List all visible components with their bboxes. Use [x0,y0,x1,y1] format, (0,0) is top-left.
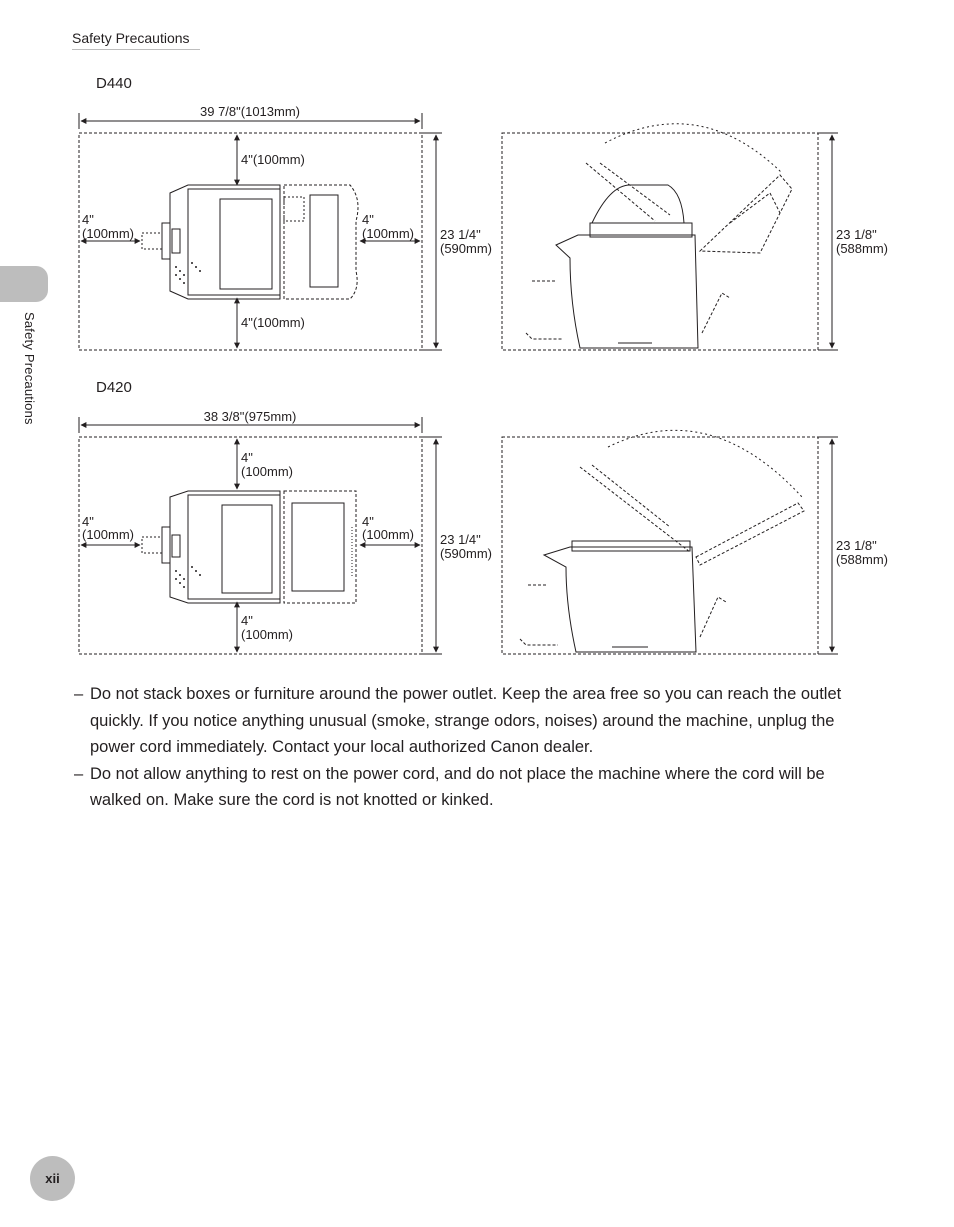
d440-left-clearance-in: 4" [82,212,94,227]
page-header [72,30,200,50]
bullet-dash: – [74,764,84,783]
d440-machine-top-view [142,185,358,299]
d420-machine-top-view [142,491,356,603]
d420-bottom-clearance-mm: (100mm) [241,627,294,642]
d420-left-clearance-in: 4" [82,514,94,529]
d440-depth-mm: (590mm) [440,241,493,256]
d420-machine-side-view [520,430,804,652]
bullet-dash: – [74,685,84,703]
list-item [74,761,874,814]
d420-depth-mm: (590mm) [440,546,493,561]
d420-top-clearance-in: 4" [241,450,253,465]
d440-right-clearance-in: 4" [362,212,374,227]
d420-left-clearance-mm: (100mm) [82,527,135,542]
d420-right-clearance-in: 4" [362,514,374,529]
page-number-badge [30,1156,75,1201]
section-title: Safety Precautions [72,30,190,46]
d440-side-height-in: 23 1/8" [836,227,877,242]
d420-side-height-in: 23 1/8" [836,538,877,553]
d440-bottom-clearance: 4"(100mm) [241,315,305,330]
d420-top-clearance-mm: (100mm) [241,464,294,479]
d440-side-height-mm: (588mm) [836,241,889,256]
d440-clearance-diagram [70,103,889,353]
d440-left-clearance-mm: (100mm) [82,226,135,241]
d440-machine-side-view [526,124,792,348]
d420-right-clearance-mm: (100mm) [362,527,415,542]
list-item [74,681,874,761]
d420-depth-in: 23 1/4" [440,532,481,547]
page-number: xii [45,1171,60,1186]
d440-width-label: 39 7/8"(1013mm) [200,104,300,119]
precautions-list [74,681,874,814]
d420-clearance-diagram [70,407,889,657]
chapter-tab-label: Safety Precautions [22,312,37,425]
chapter-tab [0,266,48,302]
bullet-text: Do not allow anything to rest on the power cord, and do not place the machine where the cord will be walked on. Make sure the cord is not knotted or kinked. [90,764,825,809]
d440-depth-in: 23 1/4" [440,227,481,242]
d420-bottom-clearance-in: 4" [241,613,253,628]
d420-width-label: 38 3/8"(975mm) [203,409,297,424]
d420-side-height-mm: (588mm) [836,552,889,567]
bullet-text: Do not stack boxes or furniture around the power outlet. Keep the area free so you can reach the outlet quickly. If you notice anything unusual (smoke, strange odors, noises) around the machine, unplug the power cord immediately. Contact your local authorized Canon dealer. [90,685,842,756]
d440-top-clearance: 4"(100mm) [241,152,305,167]
d440-right-clearance-mm: (100mm) [362,226,415,241]
model-label-d440: D440 [96,75,132,92]
model-label-d420: D420 [96,379,132,396]
